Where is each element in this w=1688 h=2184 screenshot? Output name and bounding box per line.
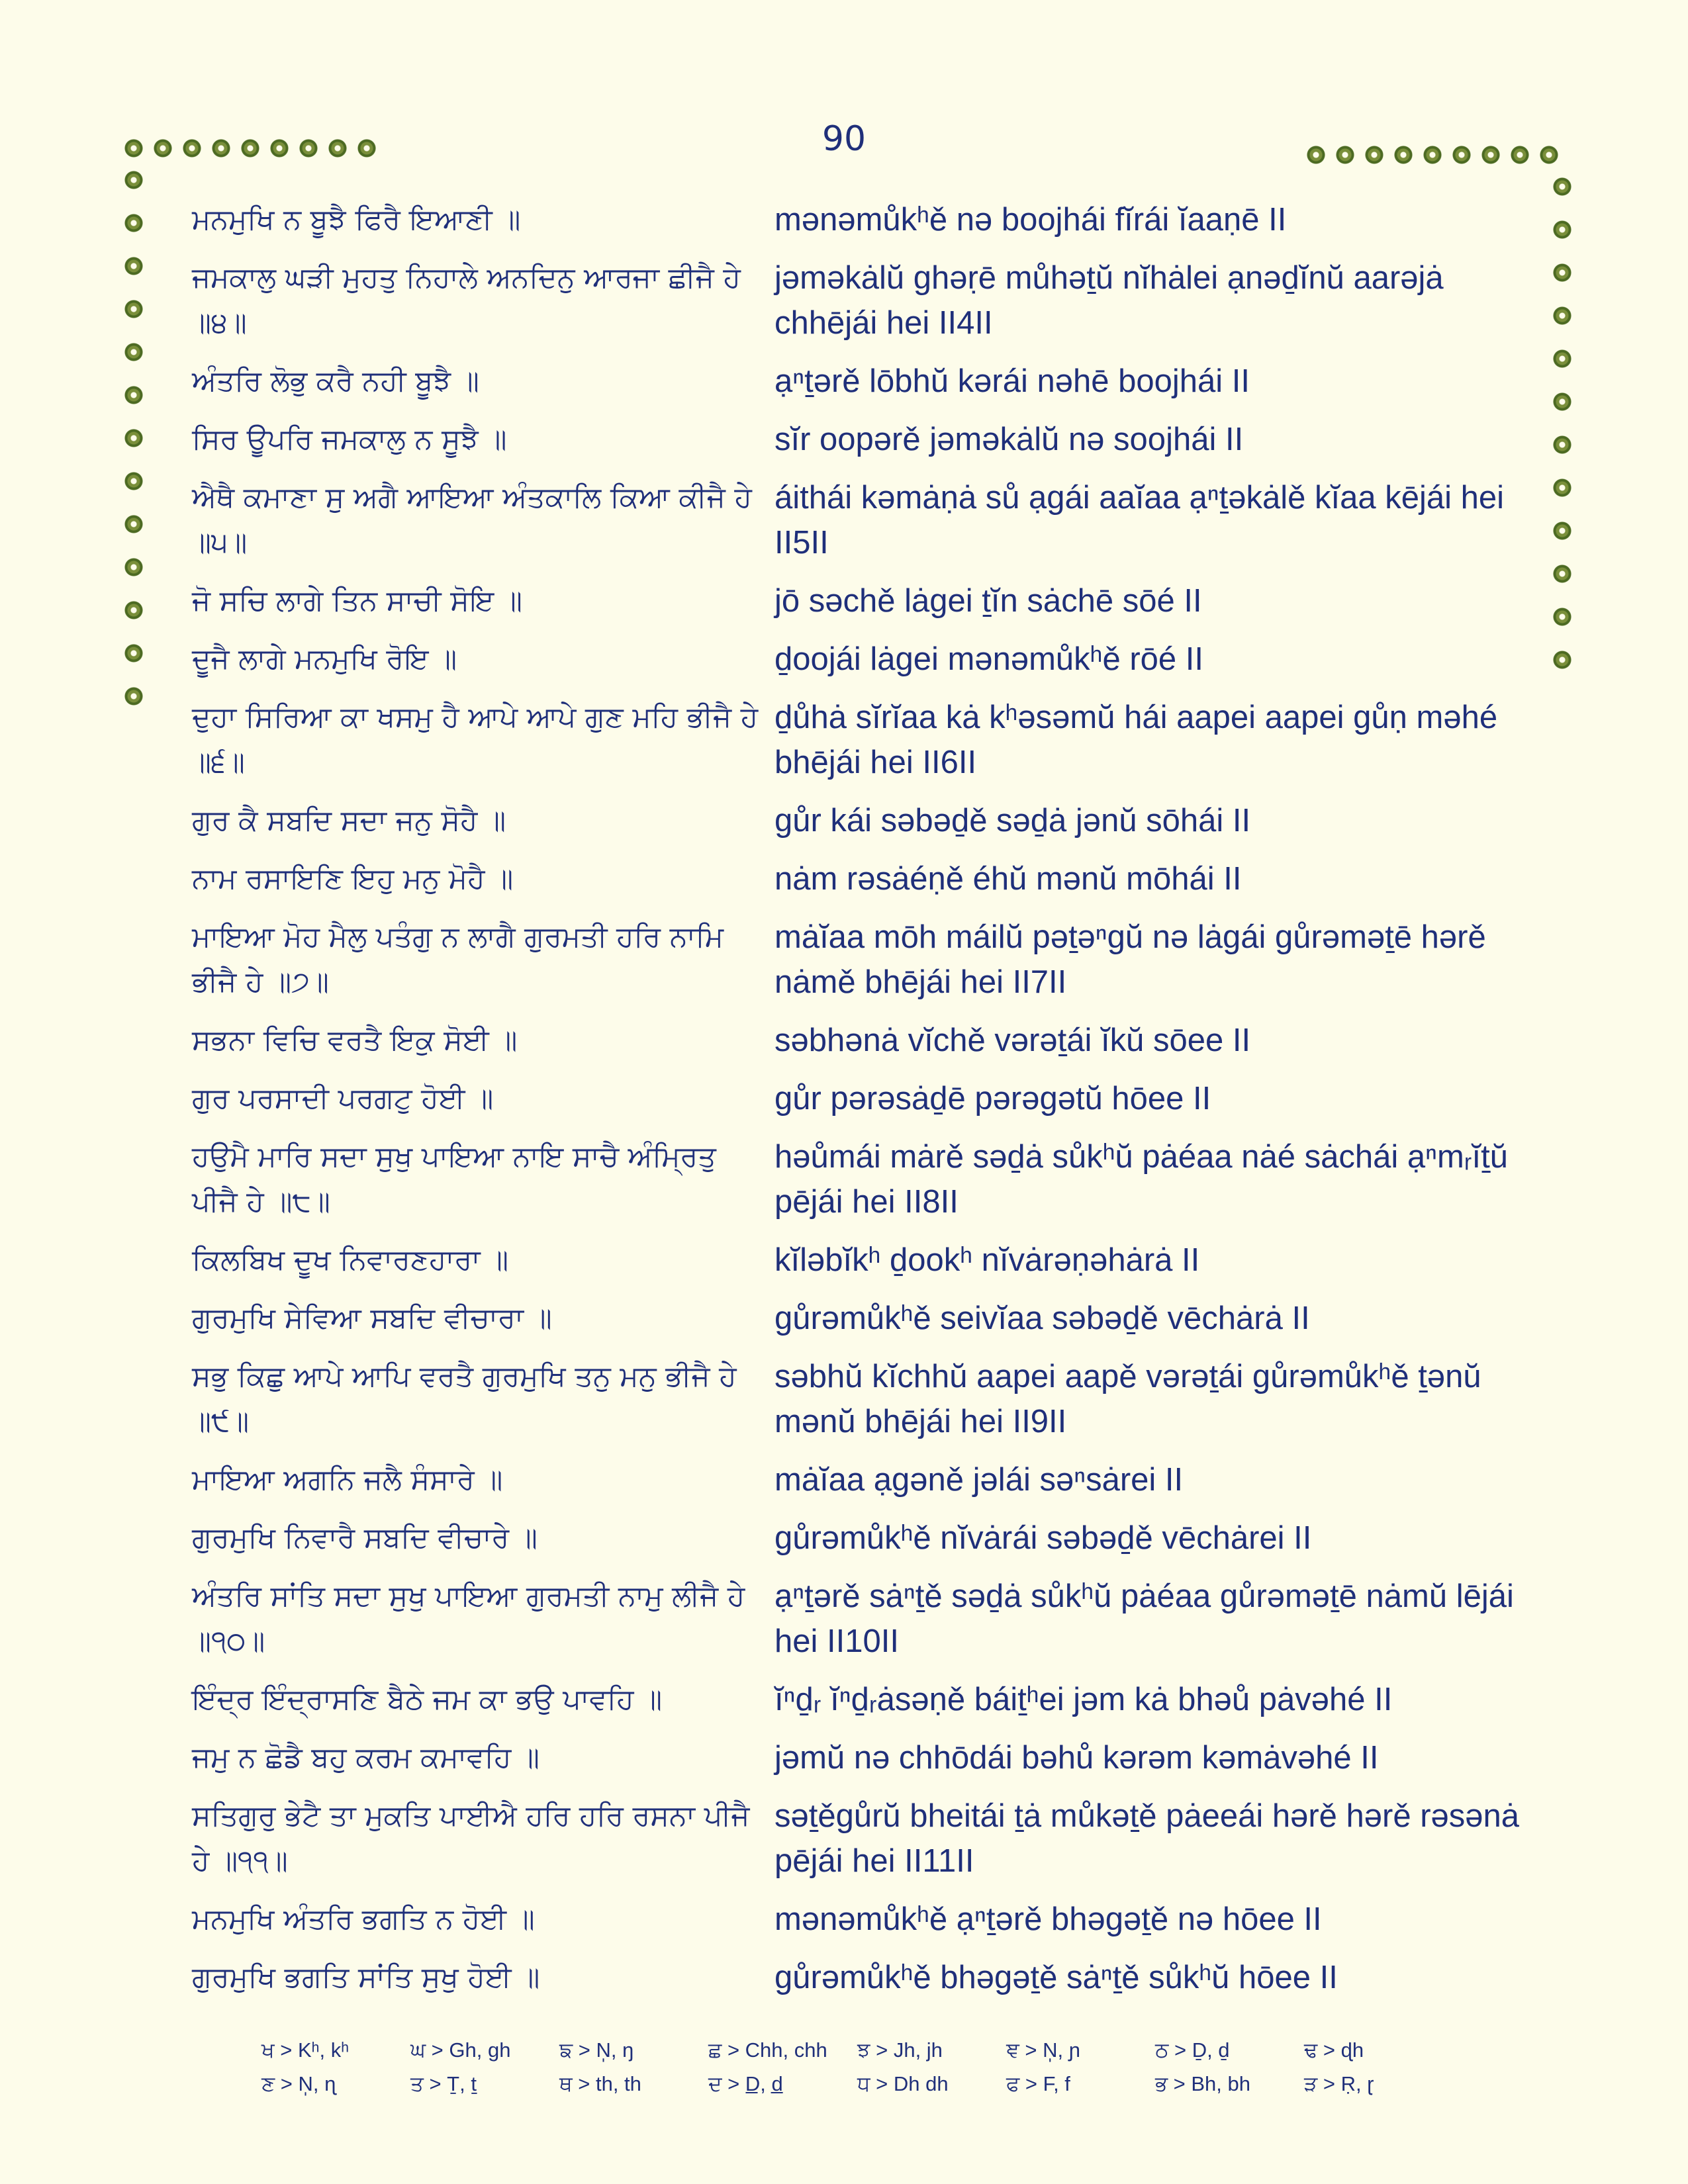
transliteration-text: kĭləbĭkʰ ḏookʰ nĭvȧrəṇəhȧrȧ II xyxy=(774,1242,1200,1278)
transliteration-text: səbhŭ kĭchhŭ aapei aapě vərəṯái gůrəmůkʰě ṯənŭ mənŭ bhējái hei II9II xyxy=(774,1359,1481,1439)
flower-ornament-icon xyxy=(1553,651,1571,669)
transliteration-text: mȧĭaa ạgəně jəlái səⁿsȧrei II xyxy=(774,1462,1184,1498)
key-entry: ੜ > Ṛ, ɽ xyxy=(1304,2072,1374,2095)
transliteration-text: gůr kái səbəḏě səḏȧ jənŭ sōhái II xyxy=(774,803,1251,839)
transliteration-text: nȧm rəsȧéṇě éhŭ mənŭ mōhái II xyxy=(774,861,1242,897)
flower-ornament-icon xyxy=(124,171,143,189)
key-entry: ਦ > D̲, d̲ xyxy=(708,2072,783,2095)
flower-ornament-icon xyxy=(124,644,143,662)
flower-ornament-icon xyxy=(1553,478,1571,497)
gurmukhi-text: ਜਮਕਾਲੁ ਘੜੀ ਮੁਹਤੁ ਨਿਹਾਲੇ ਅਨਦਿਨੁ ਆਰਜਾ ਛੀਜੈ ਹੇ ॥੪॥ xyxy=(192,261,741,340)
verse-row xyxy=(192,1457,1529,1502)
transliteration-text: ạⁿṯərě sȧⁿṯě səḏȧ sůkʰŭ pȧéaa gůrəməṯē nȧmŭ lējái hei II10II xyxy=(774,1578,1514,1659)
flower-ornament-icon xyxy=(328,139,347,158)
flower-ornament-icon xyxy=(1553,392,1571,411)
transliteration-text: jō səchě lȧgei ṯĭn sȧchē sōé II xyxy=(774,583,1202,619)
verse-row xyxy=(192,417,1529,462)
gurmukhi-text: ਐਥੈ ਕਮਾਣਾ ਸੁ ਅਗੈ ਆਇਆ ਅੰਤਕਾਲਿ ਕਿਆ ਕੀਜੈ ਹੇ ॥੫॥ xyxy=(192,481,752,559)
verse-list xyxy=(192,197,1529,2013)
key-entry: ਤ > Ṯ, ṯ xyxy=(410,2072,477,2095)
flower-ornament-icon xyxy=(212,139,230,158)
verse-row xyxy=(192,695,1529,785)
key-entry: ਛ > Chh, chh xyxy=(708,2038,827,2062)
key-entry: ਣ > N̩, ɳ xyxy=(261,2072,336,2095)
verse-row xyxy=(192,197,1529,242)
flower-ornament-icon xyxy=(124,214,143,232)
verse-row xyxy=(192,637,1529,682)
gurmukhi-text: ਗੁਰਮੁਖਿ ਭਗਤਿ ਸਾਂਤਿ ਸੁਖੁ ਹੋਈ ॥ xyxy=(192,1961,540,1994)
transliteration-text: jəmŭ nə chhōdái bəhů kərəm kəmȧvəhé II xyxy=(774,1740,1379,1776)
key-entry: ਙ > N̩, ŋ xyxy=(559,2038,634,2062)
flower-ornament-icon xyxy=(124,472,143,490)
verse-row xyxy=(192,1897,1529,1942)
verse-row xyxy=(192,578,1529,623)
transliteration-text: gůrəmůkʰě seivĭaa səbəḏě vēchȧrȧ II xyxy=(774,1300,1310,1336)
verse-row xyxy=(192,856,1529,901)
gurmukhi-text: ਗੁਰਮੁਖਿ ਨਿਵਾਰੈ ਸਬਦਿ ਵੀਚਾਰੇ ॥ xyxy=(192,1522,538,1555)
transliteration-text: həůmái mȧrě səḏȧ sůkʰŭ pȧéaa nȧé sȧchái ạⁿmᵣĭṯŭ pējái hei II8II xyxy=(774,1139,1509,1220)
transliteration-text: gůrəmůkʰě nĭvȧrái səbəḏě vēchȧrei II xyxy=(774,1520,1312,1556)
flower-ornament-icon xyxy=(270,139,289,158)
verse-row xyxy=(192,1296,1529,1341)
transliteration-text: mənəmůkʰě nə boojhái fĭrái ĭaaṇē II xyxy=(774,202,1287,238)
transliteration-text: gůr pərəsȧḏē pərəgətŭ hōee II xyxy=(774,1081,1211,1116)
flower-ornament-icon xyxy=(154,139,172,158)
gurmukhi-text: ਗੁਰਮੁਖਿ ਸੇਵਿਆ ਸਬਦਿ ਵੀਚਾਰਾ ॥ xyxy=(192,1302,552,1335)
verse-row xyxy=(192,915,1529,1005)
transliteration-text: səbhənȧ vĭchě vərəṯái ĭkŭ sōee II xyxy=(774,1023,1251,1058)
gurmukhi-text: ਇੰਦ੍ਰ ਇੰਦ੍ਰਾਸਣਿ ਬੈਠੇ ਜਮ ਕਾ ਭਉ ਪਾਵਹਿ ॥ xyxy=(192,1683,663,1716)
flower-ornament-icon xyxy=(124,601,143,619)
verse-row xyxy=(192,359,1529,404)
flower-ornament-icon xyxy=(1511,146,1529,164)
transliteration-text: áithái kəmȧṇȧ sů ạgái aaĭaa ạⁿṯəkȧlě kĭaa kējái hei II5II xyxy=(774,480,1505,561)
gurmukhi-text: ਦੂਜੈ ਲਾਗੇ ਮਨਮੁਖਿ ਰੋਇ ॥ xyxy=(192,643,457,676)
gurmukhi-text: ਸਭਨਾ ਵਿਚਿ ਵਰਤੈ ਇਕੁ ਸੋਈ ॥ xyxy=(192,1024,518,1057)
flower-ornament-icon xyxy=(1553,306,1571,325)
transliteration-text: ḏůhȧ sĭrĭaa kȧ kʰəsəmŭ hái aapei aapei gůṇ məhé bhējái hei II6II xyxy=(774,700,1498,780)
flower-ornament-icon xyxy=(124,429,143,447)
gurmukhi-text: ਮਨਮੁਖਿ ਨ ਬੂਝੈ ਫਿਰੈ ਇਆਣੀ ॥ xyxy=(192,203,521,236)
transliteration-text: mənəmůkʰě ạⁿṯərě bhəgəṯě nə hōee II xyxy=(774,1901,1322,1937)
verse-row xyxy=(192,1955,1529,2000)
flower-ornament-icon xyxy=(1553,263,1571,282)
verse-row xyxy=(192,798,1529,843)
flower-ornament-icon xyxy=(124,515,143,533)
flower-ornament-icon xyxy=(1481,146,1500,164)
transliteration-key xyxy=(261,2038,1453,2097)
flower-ornament-icon xyxy=(1540,146,1558,164)
transliteration-text: ḏoojái lȧgei mənəmůkʰě rōé II xyxy=(774,641,1203,677)
flower-ornament-icon xyxy=(183,139,201,158)
verse-row xyxy=(192,1794,1529,1884)
verse-row xyxy=(192,1076,1529,1121)
verse-row xyxy=(192,1238,1529,1283)
flower-ornament-icon xyxy=(1423,146,1442,164)
gurmukhi-text: ਕਿਲਬਿਖ ਦੂਖ ਨਿਵਾਰਣਹਾਰਾ ॥ xyxy=(192,1244,509,1277)
key-entry: ਭ > Bh, bh xyxy=(1155,2072,1250,2095)
transliteration-text: ĭⁿḏᵣ ĭⁿḏᵣȧsəṇě báiṯʰei jəm kȧ bhəů pȧvəhé II xyxy=(774,1682,1393,1717)
flower-ornament-icon xyxy=(299,139,318,158)
verse-row xyxy=(192,1735,1529,1780)
key-entry: ਥ > th, th xyxy=(559,2072,641,2095)
key-entry: ਢ > ɖh xyxy=(1304,2038,1364,2062)
flower-ornament-icon xyxy=(124,139,143,158)
gurmukhi-text: ਮਨਮੁਖਿ ਅੰਤਰਿ ਭਗਤਿ ਨ ਹੋਈ ॥ xyxy=(192,1903,535,1936)
flower-ornament-icon xyxy=(1553,220,1571,239)
transliteration-text: mȧĭaa mōh máilŭ pəṯəⁿgŭ nə lȧgái gůrəməṯē hərě nȧmě bhējái hei II7II xyxy=(774,919,1486,1000)
flower-ornament-icon xyxy=(1452,146,1471,164)
gurmukhi-text: ਦੁਹਾ ਸਿਰਿਆ ਕਾ ਖਸਮੁ ਹੈ ਆਪੇ ਆਪੇ ਗੁਣ ਮਹਿ ਭੀਜੈ ਹੇ ॥੬॥ xyxy=(192,701,759,779)
key-entry: ਝ > Jh, jh xyxy=(857,2038,943,2062)
key-entry: ਠ > Ḏ, ḏ xyxy=(1155,2038,1230,2062)
verse-row xyxy=(192,1134,1529,1224)
key-entry: ਖ > Kʰ, kʰ xyxy=(261,2038,350,2062)
key-entry: ਘ > Gh, gh xyxy=(410,2038,511,2062)
gurmukhi-text: ਸਤਿਗੁਰੁ ਭੇਟੈ ਤਾ ਮੁਕਤਿ ਪਾਈਐ ਹਰਿ ਹਰਿ ਰਸਨਾ ਪੀਜੈ ਹੇ ॥੧੧॥ xyxy=(192,1799,750,1878)
gurmukhi-text: ਹਉਮੈ ਮਾਰਿ ਸਦਾ ਸੁਖੁ ਪਾਇਆ ਨਾਇ ਸਾਚੈ ਅੰਮ੍ਰਿਤੁ ਪੀਜੈ ਹੇ ॥੮॥ xyxy=(192,1140,716,1218)
verse-row xyxy=(192,475,1529,565)
flower-ornament-icon xyxy=(1553,435,1571,454)
verse-row xyxy=(192,1574,1529,1664)
gurmukhi-text: ਜਮੁ ਨ ਛੋਡੈ ਬਹੁ ਕਰਮ ਕਮਾਵਹਿ ॥ xyxy=(192,1741,539,1774)
flower-ornament-icon xyxy=(124,257,143,275)
flower-ornament-icon xyxy=(1336,146,1354,164)
verse-row xyxy=(192,1354,1529,1444)
page-number: 90 xyxy=(821,119,867,159)
transliteration-text: gůrəmůkʰě bhəgəṯě sȧⁿṯě sůkʰŭ hōee II xyxy=(774,1960,1338,1995)
key-entry: ਞ > N̩, ɲ xyxy=(1006,2038,1080,2062)
flower-ornament-icon xyxy=(124,343,143,361)
gurmukhi-text: ਅੰਤਰਿ ਸਾਂਤਿ ਸਦਾ ਸੁਖੁ ਪਾਇਆ ਗੁਰਮਤੀ ਨਾਮੁ ਲੀਜੈ ਹੇ ॥੧੦॥ xyxy=(192,1580,745,1658)
gurmukhi-text: ਅੰਤਰਿ ਲੋਭੁ ਕਰੈ ਨਹੀ ਬੂਝੈ ॥ xyxy=(192,365,479,398)
transliteration-text: jəməkȧlŭ ghəṛē můhəṯŭ nĭhȧlei ạnəḏĭnŭ aarəjȧ chhējái hei II4II xyxy=(774,260,1444,341)
gurmukhi-text: ਸਭੁ ਕਿਛੁ ਆਪੇ ਆਪਿ ਵਰਤੈ ਗੁਰਮੁਖਿ ਤਨੁ ਮਨੁ ਭੀਜੈ ਹੇ ॥੯॥ xyxy=(192,1360,737,1438)
gurmukhi-text: ਨਾਮ ਰਸਾਇਣਿ ਇਹੁ ਮਨੁ ਮੋਹੈ ॥ xyxy=(192,862,514,895)
flower-ornament-icon xyxy=(124,386,143,404)
gurmukhi-text: ਮਾਇਆ ਅਗਨਿ ਜਲੈ ਸੰਸਾਰੇ ॥ xyxy=(192,1463,503,1496)
flower-ornament-icon xyxy=(1365,146,1383,164)
flower-ornament-icon xyxy=(1394,146,1413,164)
flower-ornament-icon xyxy=(1553,349,1571,368)
verse-row xyxy=(192,1516,1529,1561)
gurmukhi-text: ਗੁਰ ਪਰਸਾਦੀ ਪਰਗਟੁ ਹੋਈ ॥ xyxy=(192,1082,494,1115)
key-entry: ਫ > F, f xyxy=(1006,2072,1070,2095)
flower-ornament-icon xyxy=(124,687,143,705)
transliteration-text: ạⁿṯərě lōbhŭ kərái nəhē boojhái II xyxy=(774,363,1250,399)
gurmukhi-text: ਜੋ ਸਚਿ ਲਾਗੇ ਤਿਨ ਸਾਚੀ ਸੋਇ ॥ xyxy=(192,584,522,617)
flower-ornament-icon xyxy=(1553,522,1571,540)
verse-row xyxy=(192,1018,1529,1063)
gurmukhi-text: ਸਿਰ ਊਪਰਿ ਜਮਕਾਲੁ ਨ ਸੂਝੈ ॥ xyxy=(192,423,507,456)
flower-ornament-icon xyxy=(1553,177,1571,196)
flower-ornament-icon xyxy=(1553,565,1571,583)
flower-ornament-icon xyxy=(1307,146,1325,164)
gurmukhi-text: ਮਾਇਆ ਮੋਹ ਮੈਲੁ ਪਤੰਗੁ ਨ ਲਾਗੈ ਗੁਰਮਤੀ ਹਰਿ ਨਾਮਿ ਭੀਜੈ ਹੇ ॥੭॥ xyxy=(192,921,724,999)
key-entry: ਧ > Dh dh xyxy=(857,2072,949,2095)
transliteration-text: sĭr oopərě jəməkȧlŭ nə soojhái II xyxy=(774,422,1244,457)
gurmukhi-text: ਗੁਰ ਕੈ ਸਬਦਿ ਸਦਾ ਜਨੁ ਸੋਹੈ ॥ xyxy=(192,804,506,837)
verse-row xyxy=(192,255,1529,345)
flower-ornament-icon xyxy=(241,139,259,158)
flower-ornament-icon xyxy=(124,558,143,576)
flower-ornament-icon xyxy=(1553,608,1571,626)
verse-row xyxy=(192,1677,1529,1722)
flower-ornament-icon xyxy=(124,300,143,318)
transliteration-text: səṯěgůrŭ bheitái ṯȧ můkəṯě pȧeeái hərě hərě rəsənȧ pējái hei II11II xyxy=(774,1798,1520,1879)
flower-ornament-icon xyxy=(357,139,376,158)
